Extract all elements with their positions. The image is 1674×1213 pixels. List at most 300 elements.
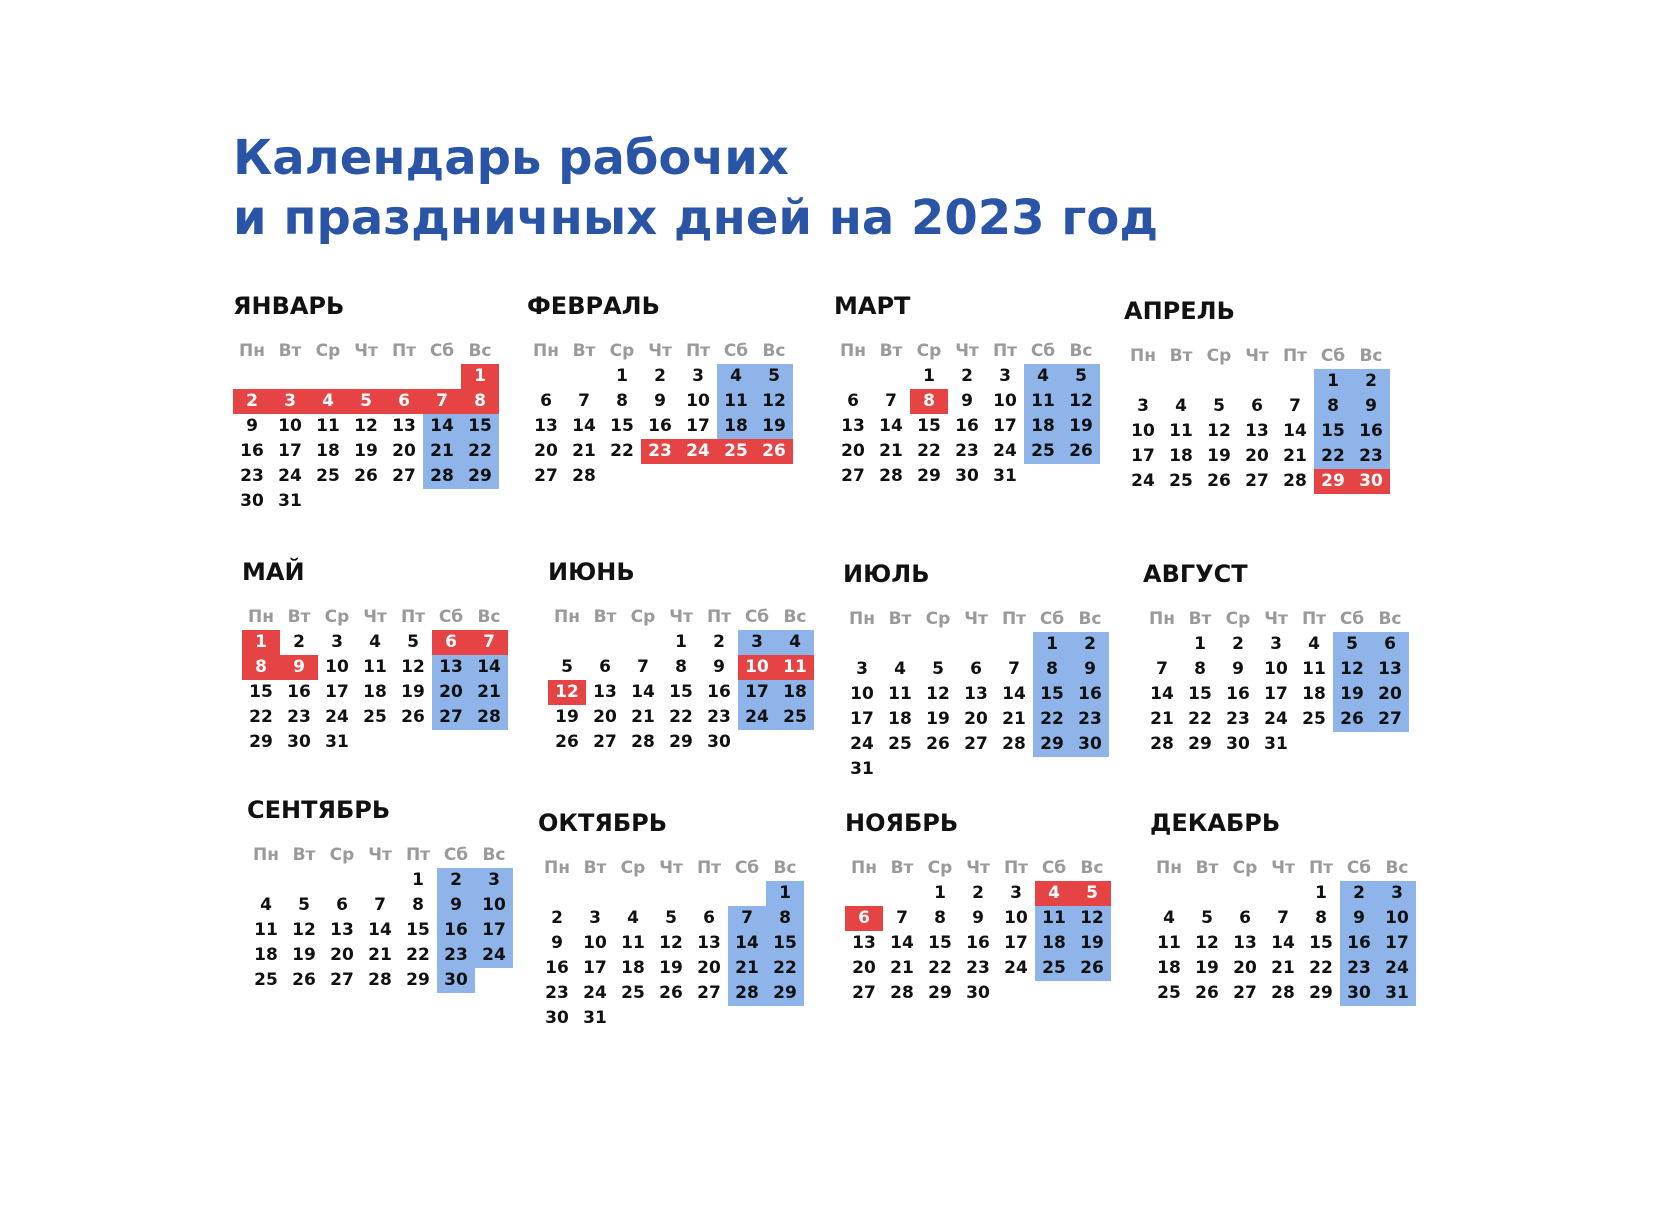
weekend-day: 28 [423,464,461,489]
weekday-header: Ср [324,607,350,627]
work-day: 29 [928,983,952,1003]
weekend-day: 2 [1071,632,1109,657]
work-day: 20 [593,707,617,727]
month-march [834,291,1094,489]
work-day: 6 [599,657,611,677]
work-day: 8 [934,908,946,928]
holiday-day: 6 [432,630,470,655]
weekday-header: Чт [1271,858,1295,878]
work-day: 26 [292,970,316,990]
weekday-header: Чт [354,341,378,361]
empty-cell [538,881,576,906]
work-day: 18 [1302,684,1326,704]
month-september [247,795,507,993]
weekday-header: Ср [315,341,341,361]
work-day: 18 [888,709,912,729]
work-day: 29 [1309,983,1333,1003]
work-day: 6 [847,391,859,411]
work-day: 12 [1195,933,1219,953]
weekday-header: Пн [1130,346,1156,366]
work-day: 11 [888,684,912,704]
weekday-header: Вс [482,845,506,865]
month-grid [538,856,798,1031]
weekday-header: Ср [609,341,635,361]
work-day: 7 [1277,908,1289,928]
month-june [548,557,808,755]
work-day: 29 [406,970,430,990]
work-day: 21 [631,707,655,727]
work-day: 21 [1002,709,1026,729]
work-day: 25 [1302,709,1326,729]
work-day: 15 [1188,684,1212,704]
weekend-day: 17 [475,918,513,943]
work-day: 17 [686,416,710,436]
work-day: 20 [852,958,876,978]
weekday-header: Пт [1301,609,1327,629]
work-day: 7 [637,657,649,677]
work-day: 21 [368,945,392,965]
month-december [1150,808,1410,1006]
work-day: 13 [534,416,558,436]
work-day: 19 [292,945,316,965]
month-august [1143,559,1403,757]
work-day: 5 [1201,908,1213,928]
weekend-day: 5 [755,364,793,389]
weekday-header: Чт [964,609,988,629]
holiday-day: 4 [1035,881,1073,906]
weekend-day: 26 [1062,439,1100,464]
work-day: 3 [999,366,1011,386]
empty-cell [576,881,614,906]
weekend-day: 14 [470,655,508,680]
month-grid [242,605,502,755]
weekday-header: Вт [583,858,607,878]
weekend-day: 19 [1333,682,1371,707]
work-day: 2 [713,632,725,652]
work-day: 20 [841,441,865,461]
weekday-header: Сб [443,845,469,865]
work-day: 23 [707,707,731,727]
work-day: 10 [278,416,302,436]
month-october [538,808,798,1031]
weekend-day: 21 [470,680,508,705]
work-day: 24 [1004,958,1028,978]
weekend-day: 3 [1378,881,1416,906]
work-day: 30 [1226,734,1250,754]
weekend-day: 16 [1340,931,1378,956]
work-day: 16 [955,416,979,436]
work-day: 27 [1245,471,1269,491]
work-day: 16 [545,958,569,978]
work-day: 15 [928,933,952,953]
weekend-day: 10 [475,893,513,918]
work-day: 28 [368,970,392,990]
weekday-header: Пн [533,341,559,361]
weekend-day: 21 [423,439,461,464]
weekend-day: 29 [1033,732,1071,757]
weekday-header: Вс [1378,609,1402,629]
work-day: 21 [890,958,914,978]
weekday-header: Пт [1003,858,1029,878]
empty-cell [548,630,586,655]
work-day: 13 [330,920,354,940]
work-day: 9 [972,908,984,928]
empty-cell [883,881,921,906]
holiday-day: 3 [271,389,309,414]
work-day: 27 [964,734,988,754]
weekend-day: 15 [766,931,804,956]
work-day: 26 [354,466,378,486]
weekend-day: 11 [1024,389,1062,414]
work-day: 17 [325,682,349,702]
weekday-header: Пт [1282,346,1308,366]
weekend-day: 23 [1071,707,1109,732]
work-day: 5 [561,657,573,677]
weekend-day: 19 [1073,931,1111,956]
work-day: 13 [593,682,617,702]
weekend-day: 29 [461,464,499,489]
work-day: 10 [686,391,710,411]
empty-cell [233,364,271,389]
month-february [527,291,787,489]
weekend-day: 4 [776,630,814,655]
weekend-day: 13 [432,655,470,680]
work-day: 1 [412,870,424,890]
weekday-header: Вс [1359,346,1383,366]
work-day: 26 [401,707,425,727]
empty-cell [614,881,652,906]
weekend-day: 17 [738,680,776,705]
work-day: 30 [545,1008,569,1028]
empty-cell [361,868,399,893]
weekday-header: Пт [706,607,732,627]
empty-cell [271,364,309,389]
month-grid [1150,856,1410,1006]
work-day: 11 [1169,421,1193,441]
weekend-day: 26 [1073,956,1111,981]
weekend-day: 12 [1333,657,1371,682]
work-day: 29 [669,732,693,752]
work-day: 4 [1163,908,1175,928]
weekend-day: 1 [1033,632,1071,657]
weekend-day: 28 [470,705,508,730]
work-day: 18 [254,945,278,965]
work-day: 25 [1169,471,1193,491]
month-july [843,559,1103,782]
weekday-header: Пн [1156,858,1182,878]
weekday-header: Сб [1041,858,1067,878]
weekday-header: Ср [916,341,942,361]
empty-cell [247,868,285,893]
work-day: 14 [890,933,914,953]
weekend-day: 27 [1371,707,1409,732]
work-day: 4 [1175,396,1187,416]
work-day: 26 [555,732,579,752]
work-day: 11 [316,416,340,436]
work-day: 23 [955,441,979,461]
work-day: 24 [583,983,607,1003]
empty-cell [423,364,461,389]
holiday-day: 6 [845,906,883,931]
weekday-header: Чт [648,341,672,361]
weekday-header: Чт [659,858,683,878]
work-day: 17 [1004,933,1028,953]
weekend-day: 3 [738,630,776,655]
work-day: 6 [703,908,715,928]
month-grid [834,339,1094,489]
work-day: 24 [325,707,349,727]
work-day: 15 [610,416,634,436]
weekend-day: 26 [1333,707,1371,732]
month-grid [247,843,507,993]
work-day: 7 [896,908,908,928]
weekday-header: Вс [773,858,797,878]
weekend-day: 9 [1352,394,1390,419]
weekday-header: Вс [468,341,492,361]
work-day: 4 [894,659,906,679]
work-day: 15 [917,416,941,436]
work-day: 6 [970,659,982,679]
weekend-day: 5 [1062,364,1100,389]
month-name: ИЮНЬ [548,558,635,586]
empty-cell [624,630,662,655]
work-day: 6 [336,895,348,915]
work-day: 14 [368,920,392,940]
weekend-day: 22 [461,439,499,464]
weekend-day: 5 [1333,632,1371,657]
work-day: 29 [249,732,273,752]
month-name: СЕНТЯБРЬ [247,796,391,824]
weekday-header: Пт [992,341,1018,361]
weekend-day: 10 [1378,906,1416,931]
weekday-header: Сб [744,607,770,627]
empty-cell [872,364,910,389]
weekend-day: 22 [766,956,804,981]
weekday-header: Вс [1385,858,1409,878]
weekday-header: Вс [783,607,807,627]
weekend-day: 15 [1033,682,1071,707]
work-day: 27 [1233,983,1257,1003]
month-may [242,557,502,755]
weekend-day: 12 [1073,906,1111,931]
work-day: 20 [1245,446,1269,466]
empty-cell [1124,369,1162,394]
work-day: 17 [1131,446,1155,466]
work-day: 14 [1002,684,1026,704]
work-day: 17 [1264,684,1288,704]
empty-cell [1200,369,1238,394]
work-day: 27 [330,970,354,990]
work-day: 30 [287,732,311,752]
work-day: 3 [1137,396,1149,416]
holiday-day: 7 [470,630,508,655]
work-day: 10 [583,933,607,953]
weekend-day: 16 [1071,682,1109,707]
work-day: 13 [392,416,416,436]
work-day: 14 [1150,684,1174,704]
weekend-day: 8 [1033,657,1071,682]
weekend-day: 2 [437,868,475,893]
weekend-day: 18 [1024,414,1062,439]
weekend-day: 19 [755,414,793,439]
work-day: 12 [292,920,316,940]
work-day: 24 [993,441,1017,461]
holiday-day: 8 [910,389,948,414]
work-day: 26 [1195,983,1219,1003]
month-name: ФЕВРАЛЬ [527,292,660,320]
empty-cell [565,364,603,389]
work-day: 5 [932,659,944,679]
work-day: 31 [993,466,1017,486]
weekend-day: 27 [432,705,470,730]
work-day: 2 [293,632,305,652]
work-day: 31 [583,1008,607,1028]
weekend-day: 20 [1371,682,1409,707]
weekday-header: Чт [368,845,392,865]
work-day: 14 [572,416,596,436]
work-day: 3 [692,366,704,386]
work-day: 4 [260,895,272,915]
work-day: 16 [707,682,731,702]
work-day: 12 [354,416,378,436]
work-day: 27 [593,732,617,752]
holiday-day: 1 [461,364,499,389]
empty-cell [1188,881,1226,906]
work-day: 21 [879,441,903,461]
work-day: 13 [697,933,721,953]
weekend-day: 3 [475,868,513,893]
work-day: 16 [240,441,264,461]
holiday-day: 10 [738,655,776,680]
work-day: 1 [934,883,946,903]
weekend-day: 31 [1378,981,1416,1006]
weekday-header: Пн [544,858,570,878]
empty-cell [843,632,881,657]
work-day: 7 [1008,659,1020,679]
empty-cell [385,364,423,389]
work-day: 22 [1188,709,1212,729]
work-day: 18 [621,958,645,978]
empty-cell [323,868,361,893]
work-day: 8 [412,895,424,915]
work-day: 23 [966,958,990,978]
work-day: 7 [374,895,386,915]
weekday-header: Сб [1320,346,1346,366]
work-day: 18 [1157,958,1181,978]
work-day: 27 [697,983,721,1003]
work-day: 9 [246,416,258,436]
work-day: 20 [964,709,988,729]
work-day: 27 [852,983,876,1003]
month-name: МАРТ [834,292,911,320]
weekday-header: Сб [1030,341,1056,361]
weekend-day: 21 [728,956,766,981]
weekend-day: 30 [1071,732,1109,757]
empty-cell [652,881,690,906]
holiday-day: 2 [233,389,271,414]
work-day: 13 [852,933,876,953]
work-day: 12 [926,684,950,704]
weekend-day: 23 [1340,956,1378,981]
weekday-header: Ср [329,845,355,865]
weekday-header: Вс [762,341,786,361]
work-day: 21 [1283,446,1307,466]
weekend-day: 16 [437,918,475,943]
weekday-header: Вт [1169,346,1193,366]
work-day: 1 [1315,883,1327,903]
work-day: 24 [1264,709,1288,729]
work-day: 30 [707,732,731,752]
weekday-header: Пт [696,858,722,878]
work-day: 9 [713,657,725,677]
work-day: 11 [254,920,278,940]
work-day: 3 [1010,883,1022,903]
weekday-header: Пн [554,607,580,627]
weekday-header: Ср [1225,609,1251,629]
weekend-day: 23 [1352,444,1390,469]
weekday-header: Сб [734,858,760,878]
weekday-header: Вс [477,607,501,627]
empty-cell [1226,881,1264,906]
holiday-day: 23 [641,439,679,464]
weekday-header: Пн [849,609,875,629]
empty-cell [586,630,624,655]
empty-cell [1143,632,1181,657]
work-day: 15 [249,682,273,702]
weekend-day: 18 [776,680,814,705]
work-day: 7 [1289,396,1301,416]
weekend-day: 14 [728,931,766,956]
work-day: 14 [1271,933,1295,953]
work-day: 29 [1188,734,1212,754]
work-day: 9 [654,391,666,411]
work-day: 15 [669,682,693,702]
weekend-day: 29 [766,981,804,1006]
work-day: 8 [1315,908,1327,928]
holiday-day: 11 [776,655,814,680]
weekend-day: 11 [1035,906,1073,931]
empty-cell [285,868,323,893]
weekday-header: Сб [438,607,464,627]
work-day: 29 [917,466,941,486]
empty-cell [690,881,728,906]
weekday-header: Вт [572,341,596,361]
work-day: 12 [401,657,425,677]
month-january [233,291,493,514]
weekend-day: 9 [437,893,475,918]
weekend-day: 6 [1371,632,1409,657]
weekday-header: Вт [879,341,903,361]
weekday-header: Ср [1206,346,1232,366]
weekday-header: Чт [669,607,693,627]
weekend-day: 17 [1378,931,1416,956]
work-day: 1 [616,366,628,386]
weekday-header: Вс [1069,341,1093,361]
weekday-header: Сб [1039,609,1065,629]
work-day: 12 [659,933,683,953]
work-day: 14 [631,682,655,702]
work-day: 28 [890,983,914,1003]
work-day: 11 [621,933,645,953]
work-day: 2 [1232,634,1244,654]
weekday-header: Чт [1245,346,1269,366]
work-day: 3 [856,659,868,679]
weekend-day: 8 [766,906,804,931]
work-day: 6 [1239,908,1251,928]
weekend-day: 25 [776,705,814,730]
weekend-day: 30 [437,968,475,993]
work-day: 7 [1156,659,1168,679]
